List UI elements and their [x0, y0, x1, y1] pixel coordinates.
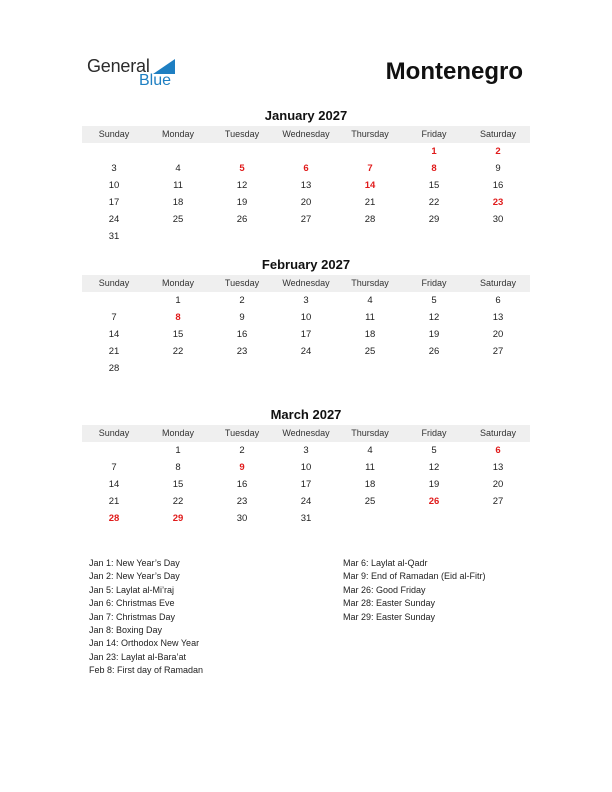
weekday-header: Sunday: [98, 129, 130, 139]
day-cell: 13: [300, 180, 312, 191]
month-january: [82, 107, 530, 245]
day-cell: 8: [175, 462, 181, 473]
day-cell: 9: [239, 312, 245, 323]
holiday-day-cell: 8: [175, 312, 181, 323]
day-cell: 27: [492, 496, 504, 507]
holiday-day-cell: 6: [495, 445, 501, 456]
day-cell: 3: [111, 163, 117, 174]
day-cell: 24: [300, 496, 312, 507]
holiday-day-cell: 9: [239, 462, 245, 473]
day-cell: 7: [111, 312, 117, 323]
weekday-header: Sunday: [98, 428, 130, 438]
week-row: [82, 493, 530, 510]
day-cell: 6: [495, 295, 501, 306]
holiday-day-cell: 26: [428, 496, 440, 507]
day-cell: 24: [108, 214, 120, 225]
day-cell: 24: [300, 346, 312, 357]
weekday-header: Wednesday: [282, 278, 330, 288]
empty-day-cell: [466, 510, 530, 527]
weekday-header: Wednesday: [282, 428, 330, 438]
day-cell: 5: [431, 295, 437, 306]
holiday-day-cell: 8: [431, 163, 437, 174]
day-cell: 13: [492, 462, 504, 473]
month-title: February 2027: [261, 257, 351, 272]
day-cell: 13: [492, 312, 504, 323]
week-row: [82, 177, 530, 194]
weekday-header: Thursday: [351, 129, 389, 139]
holiday-day-cell: 28: [108, 513, 120, 524]
empty-day-cell: [146, 143, 210, 160]
day-cell: 11: [365, 462, 375, 473]
holiday-day-cell: 29: [172, 513, 184, 524]
empty-day-cell: [338, 360, 402, 377]
holiday-day-cell: 2: [495, 146, 501, 157]
week-row: [82, 459, 530, 476]
empty-day-cell: [274, 143, 338, 160]
generalblue-logo: [87, 56, 187, 92]
day-cell: 17: [108, 197, 120, 208]
holiday-day-cell: 6: [303, 163, 309, 174]
weekday-header: Saturday: [479, 428, 517, 438]
empty-day-cell: [466, 228, 530, 245]
day-cell: 28: [108, 363, 120, 374]
day-cell: 25: [364, 496, 376, 507]
empty-day-cell: [210, 360, 274, 377]
empty-day-cell: [466, 360, 530, 377]
holiday-entry: Jan 14: Orthodox New Year: [89, 638, 200, 649]
day-cell: 16: [236, 329, 248, 340]
holiday-entry: Mar 6: Laylat al-Qadr: [343, 558, 428, 568]
holiday-list-left: [89, 557, 203, 678]
weekday-header: Monday: [161, 129, 195, 139]
holiday-day-cell: 1: [431, 146, 437, 157]
week-row: [82, 228, 530, 245]
week-row: [82, 360, 530, 377]
day-cell: 29: [428, 214, 440, 225]
day-cell: 14: [108, 329, 120, 340]
weekday-header: Sunday: [98, 278, 130, 288]
day-cell: 16: [492, 180, 504, 191]
holiday-day-cell: 5: [239, 163, 245, 174]
week-row: [82, 143, 530, 160]
month-march: [82, 406, 530, 527]
weekday-header: Thursday: [351, 428, 389, 438]
day-cell: 10: [300, 462, 312, 473]
empty-day-cell: [338, 228, 402, 245]
day-cell: 18: [172, 197, 184, 208]
day-cell: 19: [428, 479, 440, 490]
holiday-list-right: [343, 557, 486, 624]
week-row: [82, 343, 530, 360]
empty-day-cell: [146, 360, 210, 377]
day-cell: 2: [239, 295, 245, 306]
day-cell: 27: [300, 214, 312, 225]
week-row: [82, 309, 530, 326]
day-cell: 30: [236, 513, 248, 524]
holiday-entry: Mar 9: End of Ramadan (Eid al-Fitr): [343, 571, 486, 582]
empty-day-cell: [82, 143, 146, 160]
empty-day-cell: [146, 228, 210, 245]
logo-general-text: General: [87, 56, 150, 76]
day-cell: 16: [236, 479, 248, 490]
empty-day-cell: [274, 360, 338, 377]
empty-day-cell: [274, 228, 338, 245]
day-cell: 2: [239, 445, 245, 456]
weekday-header: Wednesday: [282, 129, 330, 139]
day-cell: 25: [364, 346, 376, 357]
holiday-entry: Jan 1: New Year’s Day: [89, 558, 180, 568]
empty-day-cell: [338, 143, 402, 160]
day-cell: 3: [303, 295, 309, 306]
empty-day-cell: [338, 510, 402, 527]
day-cell: 1: [175, 295, 181, 306]
day-cell: 17: [300, 479, 312, 490]
country-title: Montenegro: [385, 58, 523, 85]
day-cell: 18: [364, 479, 376, 490]
weekday-header: Tuesday: [224, 278, 260, 288]
day-cell: 9: [495, 163, 501, 174]
holiday-entry: Jan 8: Boxing Day: [89, 625, 163, 636]
week-row: [82, 510, 530, 527]
holiday-entry: Jan 23: Laylat al-Bara’at: [89, 651, 187, 662]
day-cell: 23: [236, 496, 248, 507]
weekday-header: Thursday: [351, 278, 389, 288]
holiday-entry: Mar 26: Good Friday: [343, 584, 426, 595]
weekday-header-row: [82, 425, 530, 442]
day-cell: 18: [364, 329, 376, 340]
empty-day-cell: [210, 228, 274, 245]
holiday-entry: Feb 8: First day of Ramadan: [89, 665, 204, 676]
empty-day-cell: [82, 292, 146, 309]
holiday-entry: Mar 28: Easter Sunday: [343, 598, 436, 609]
day-cell: 26: [236, 214, 248, 225]
day-cell: 22: [428, 197, 440, 208]
week-row: [82, 476, 530, 493]
holiday-entry: Jan 2: New Year’s Day: [89, 571, 180, 582]
day-cell: 11: [173, 180, 183, 191]
week-row: [82, 211, 530, 228]
weekday-header: Tuesday: [224, 129, 260, 139]
weekday-header: Monday: [161, 278, 195, 288]
empty-day-cell: [402, 228, 466, 245]
holiday-entry: Jan 5: Laylat al-Mi’raj: [89, 584, 175, 595]
logo-blue-text: Blue: [139, 72, 172, 89]
week-row: [82, 442, 530, 459]
day-cell: 1: [175, 445, 181, 456]
day-cell: 23: [236, 346, 248, 357]
weekday-header: Friday: [421, 278, 447, 288]
day-cell: 30: [492, 214, 504, 225]
day-cell: 15: [172, 329, 184, 340]
empty-day-cell: [82, 442, 146, 459]
empty-day-cell: [402, 510, 466, 527]
day-cell: 3: [303, 445, 309, 456]
weekday-header: Saturday: [479, 129, 517, 139]
holiday-day-cell: 23: [492, 197, 504, 208]
holiday-day-cell: 14: [364, 180, 376, 191]
day-cell: 31: [300, 513, 312, 524]
day-cell: 25: [172, 214, 184, 225]
weekday-header: Saturday: [479, 278, 517, 288]
day-cell: 19: [428, 329, 440, 340]
month-title: March 2027: [270, 407, 342, 422]
weekday-header: Monday: [161, 428, 195, 438]
holiday-day-cell: 7: [367, 163, 373, 174]
day-cell: 7: [111, 462, 117, 473]
holiday-entry: Mar 29: Easter Sunday: [343, 611, 436, 622]
day-cell: 27: [492, 346, 504, 357]
holiday-entry: Jan 7: Christmas Day: [89, 611, 176, 622]
day-cell: 15: [428, 180, 440, 191]
day-cell: 20: [492, 329, 504, 340]
day-cell: 5: [431, 445, 437, 456]
holiday-entry: Jan 6: Christmas Eve: [89, 598, 175, 609]
week-row: [82, 292, 530, 309]
month-february: [82, 256, 530, 377]
week-row: [82, 194, 530, 211]
day-cell: 15: [172, 479, 184, 490]
empty-day-cell: [210, 143, 274, 160]
day-cell: 11: [365, 312, 375, 323]
weekday-header: Tuesday: [224, 428, 260, 438]
day-cell: 10: [108, 180, 120, 191]
day-cell: 22: [172, 496, 184, 507]
empty-day-cell: [402, 360, 466, 377]
day-cell: 28: [364, 214, 376, 225]
day-cell: 12: [428, 462, 440, 473]
day-cell: 17: [300, 329, 312, 340]
day-cell: 21: [364, 197, 376, 208]
day-cell: 4: [175, 163, 181, 174]
day-cell: 21: [108, 496, 120, 507]
weekday-header-row: [82, 275, 530, 292]
week-row: [82, 326, 530, 343]
day-cell: 20: [492, 479, 504, 490]
day-cell: 14: [108, 479, 120, 490]
day-cell: 26: [428, 346, 440, 357]
day-cell: 4: [367, 295, 373, 306]
weekday-header: Friday: [421, 428, 447, 438]
month-title: January 2027: [264, 108, 348, 123]
day-cell: 19: [236, 197, 248, 208]
day-cell: 22: [172, 346, 184, 357]
weekday-header-row: [82, 126, 530, 143]
day-cell: 10: [300, 312, 312, 323]
day-cell: 20: [300, 197, 312, 208]
day-cell: 4: [367, 445, 373, 456]
week-row: [82, 160, 530, 177]
day-cell: 12: [236, 180, 248, 191]
day-cell: 21: [108, 346, 120, 357]
weekday-header: Friday: [421, 129, 447, 139]
day-cell: 12: [428, 312, 440, 323]
day-cell: 31: [108, 231, 120, 242]
